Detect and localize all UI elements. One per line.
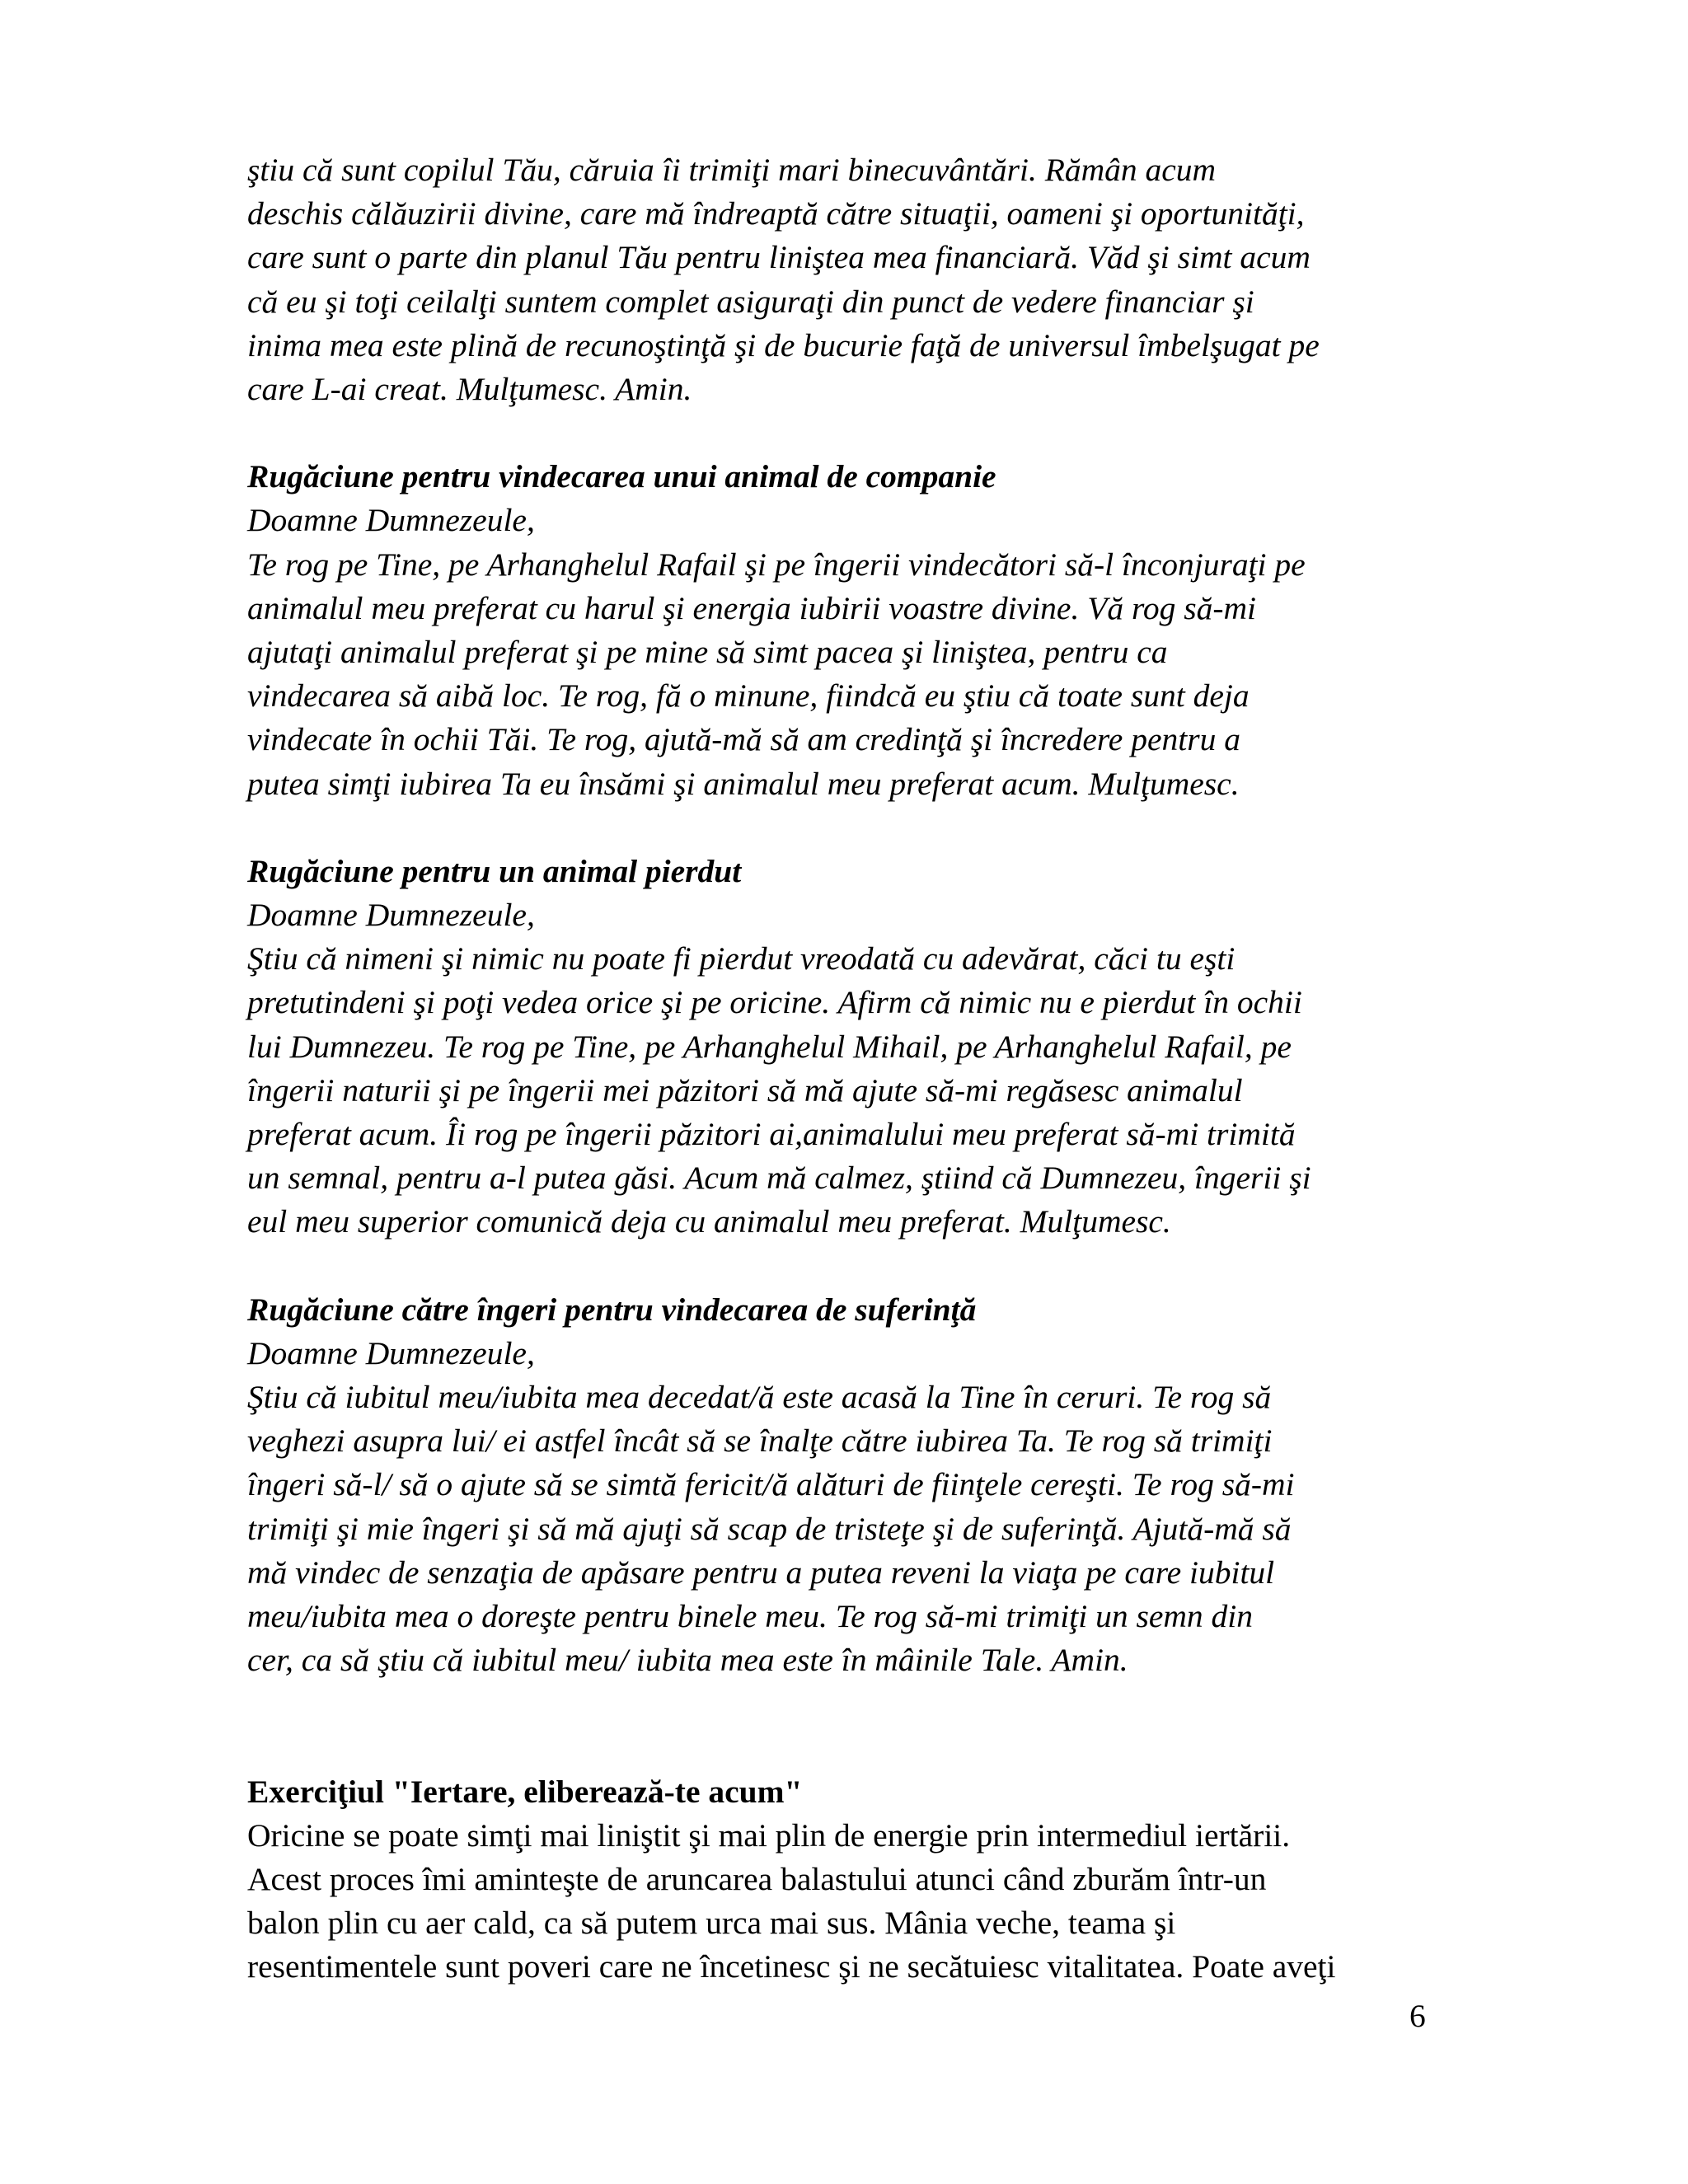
intro-paragraph [247,148,1451,411]
text-line: Ştiu că iubitul meu/iubita mea decedat/ă este acasă la Tine în ceruri. Te rog să [247,1379,1272,1416]
text-line: Acest proces îmi aminteşte de aruncarea balastului atunci când zburăm într-un [247,1860,1267,1897]
section-heading: Rugăciune către îngeri pentru vindecarea de suferinţă [247,1291,977,1328]
text-line: care L-ai creat. Mulţumesc. Amin. [247,371,692,408]
text-line: Doamne Dumnezeule, [247,897,535,934]
text-line: lui Dumnezeu. Te rog pe Tine, pe Arhanghelul Mihail, pe Arhanghelul Rafail, pe [247,1028,1292,1065]
text-line: îngeri să-l/ să o ajute să se simtă fericit/ă alături de fiinţele cereşti. Te rog să-mi [247,1466,1295,1503]
text-line: eul meu superior comunică deja cu animalul meu preferat. Mulţumesc. [247,1203,1171,1240]
text-line: resentimentele sunt poveri care ne încetinesc şi ne secătuiesc vitalitatea. Poate aveţi [247,1948,1336,1985]
text-line: trimiţi şi mie îngeri şi să mă ajuţi să scap de tristeţe şi de suferinţă. Ajută-mă să [247,1510,1292,1547]
text-line: animalul meu preferat cu harul şi energia iubirii voastre divine. Vă rog să-mi [247,589,1256,626]
text-line: vindecate în ochii Tăi. Te rog, ajută-mă să am credinţă şi încredere pentru a [247,721,1240,758]
section-heading: Exerciţiul "Iertare, eliberează-te acum" [247,1773,803,1810]
section-heading: Rugăciune pentru un animal pierdut [247,852,742,889]
document-page [247,148,1451,1990]
text-line: mă vindec de senzaţia de apăsare pentru a putea reveni la viaţa pe care iubitul [247,1554,1275,1591]
text-line: balon plin cu aer cald, ca să putem urca mai sus. Mânia veche, teama şi [247,1905,1176,1942]
text-line: preferat acum. Îi rog pe îngerii păzitori ai,animalului meu preferat să-mi trimită [247,1116,1296,1153]
text-line: putea simţi iubirea Ta eu însămi şi animalul meu preferat acum. Mulţumesc. [247,765,1240,802]
text-line: Doamne Dumnezeule, [247,502,535,539]
text-line: un semnal, pentru a-l putea găsi. Acum mă calmez, ştiind că Dumnezeu, îngerii şi [247,1160,1311,1197]
text-line: meu/iubita mea o doreşte pentru binele meu. Te rog să-mi trimiţi un semn din [247,1598,1254,1635]
text-line: Oricine se poate simţi mai liniştit şi mai plin de energie prin intermediul iertării. [247,1816,1291,1854]
prayer-section [247,850,1451,1244]
prayer-section [247,455,1451,806]
exercise-section [247,1770,1451,1990]
section-heading: Rugăciune pentru vindecarea unui animal de companie [247,458,996,495]
text-line: îngerii naturii şi pe îngerii mei păzitori să mă ajute să-mi regăsesc animalul [247,1071,1243,1108]
text-line: vindecarea să aibă loc. Te rog, fă o minune, fiindcă eu ştiu că toate sunt deja [247,677,1250,715]
text-line: Ştiu că nimeni şi nimic nu poate fi pierdut vreodată cu adevărat, căci tu eşti [247,940,1236,977]
prayer-section [247,1288,1451,1683]
text-line: cer, ca să ştiu că iubitul meu/ iubita mea este în mâinile Tale. Amin. [247,1642,1128,1679]
text-line: ajutaţi animalul preferat şi pe mine să simt pacea şi liniştea, pentru ca [247,634,1168,671]
text-line: inima mea este plină de recunoştinţă şi de bucurie faţă de universul îmbelşugat pe [247,326,1320,363]
text-line: ştiu că sunt copilul Tău, căruia îi trimiţi mari binecuvântări. Rămân acum [247,152,1217,188]
text-line: veghezi asupra lui/ ei astfel încât să se înalţe către iubirea Ta. Te rog să trimiţi [247,1422,1273,1460]
text-line: care sunt o parte din planul Tău pentru liniştea mea financiară. Văd şi simt acum [247,239,1311,276]
text-line: Doamne Dumnezeule, [247,1334,535,1371]
page-number: 6 [1409,1998,1426,2034]
text-line: Te rog pe Tine, pe Arhanghelul Rafail şi pe îngerii vindecători să-l înconjuraţi pe [247,546,1306,583]
text-line: că eu şi toţi ceilalţi suntem complet asiguraţi din punct de vedere financiar şi [247,283,1254,320]
text-line: deschis călăuzirii divine, care mă îndreaptă către situaţii, oameni şi oportunităţi, [247,195,1305,232]
text-line: pretutindeni şi poţi vedea orice şi pe oricine. Afirm că nimic nu e pierdut în ochii [247,984,1302,1021]
